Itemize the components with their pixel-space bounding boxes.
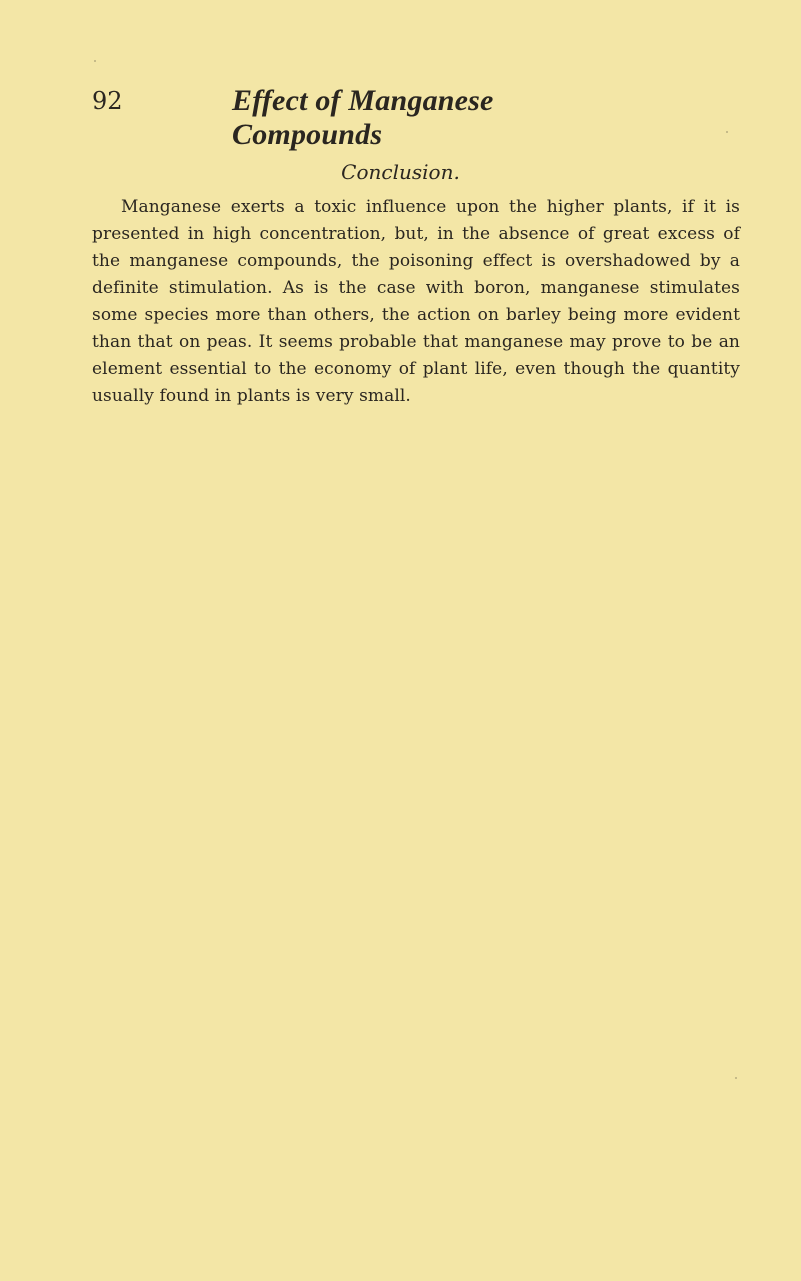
paper-speck	[94, 60, 96, 62]
section-heading: Conclusion.	[341, 160, 460, 184]
body-paragraph: Manganese exerts a toxic influence upon the higher plants, if it is presented in high concentration, but, in the absence of great excess of the manganese compounds, the poisoning effect is overshadowed by a definite stimulation. As is the case with boron, manganese stimulates some species more than others, the action on barley being more evident than that on peas. It seems probable that manganese may prove to be an element essential to the economy of plant life, even though the quantity usually found in plants is very small.	[92, 197, 740, 406]
running-title: Effect of Manganese Compounds	[232, 84, 494, 151]
paper-speck	[735, 1077, 737, 1079]
page-number: 92	[92, 87, 123, 115]
paper-speck	[726, 131, 728, 133]
